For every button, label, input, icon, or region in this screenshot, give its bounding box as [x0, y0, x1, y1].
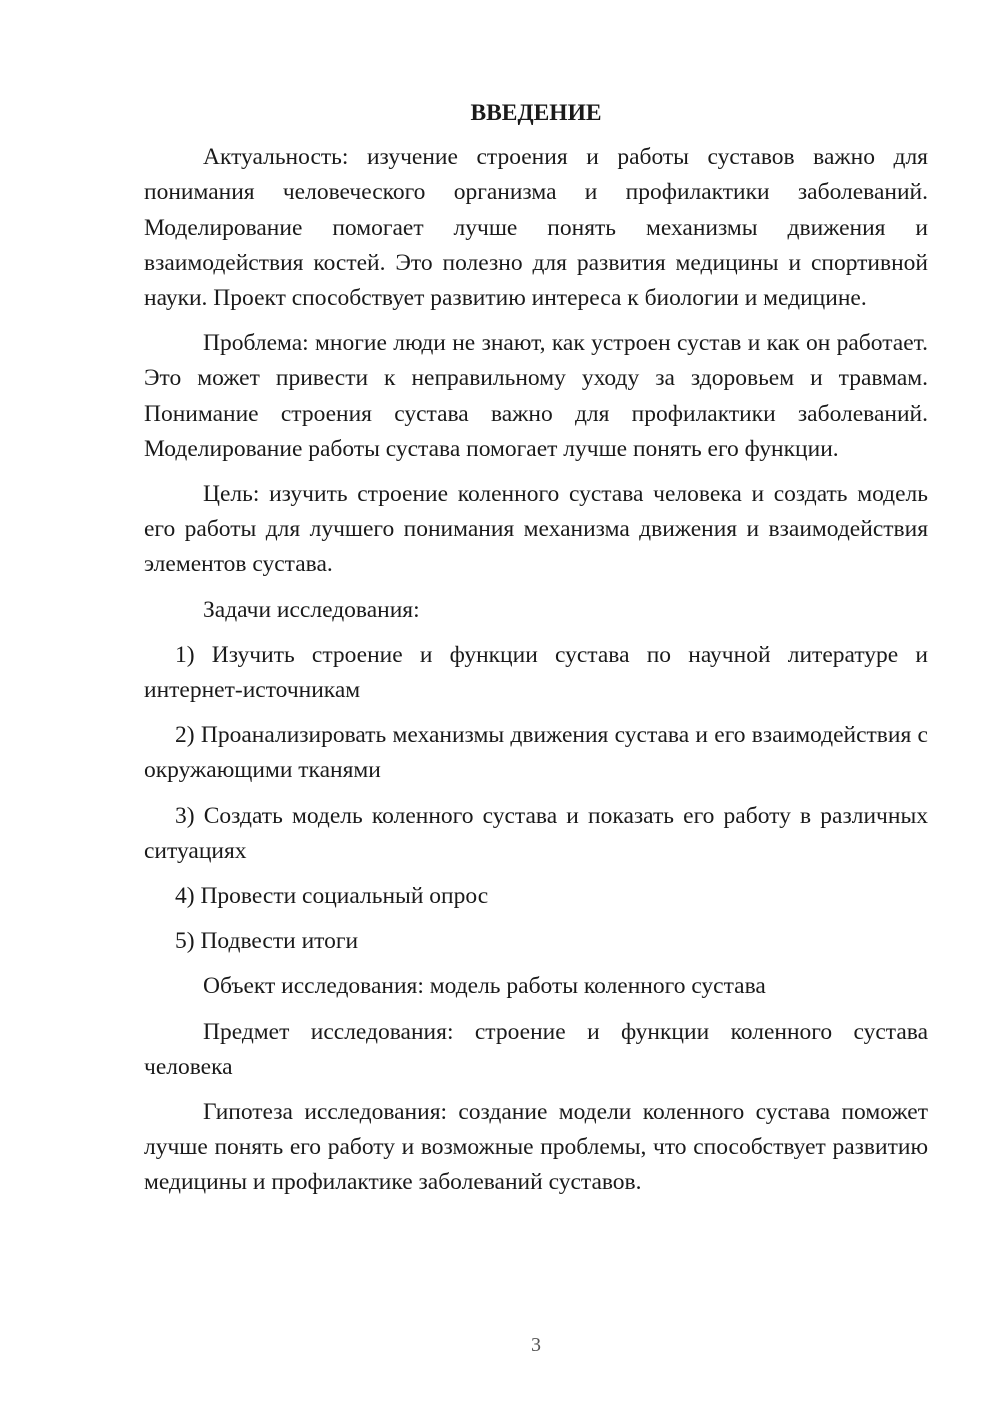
- paragraph-object: Объект исследования: модель работы коленного сустава: [203, 973, 766, 1000]
- paragraph-subject: Предмет исследования: строение и функции коленного сустава человека: [144, 1018, 928, 1080]
- page-content: [144, 96, 928, 1211]
- paragraph-hypothesis: Гипотеза исследования: создание модели коленного сустава поможет лучше понять его работу и возможные проблемы, что способствует развитию медицины и профилактике заболеваний суставов.: [144, 1099, 928, 1196]
- list-item: 5) Подвести итоги: [175, 928, 359, 955]
- paragraph-problem: Проблема: многие люди не знают, как устроен сустав и как он работает. Это может привести к неправильному уходу за здоровьем и травмам. Понимание строения сустава важно для профилактики заболеваний. Моделирование работы сустава помогает лучше понять его функции.: [144, 330, 928, 462]
- list-item: 2) Проанализировать механизмы движения сустава и его взаимодействия с окружающими тканями: [144, 722, 928, 784]
- tasks-heading: Задачи исследования:: [203, 596, 420, 623]
- list-item: 3) Создать модель коленного сустава и показать его работу в различных ситуациях: [144, 802, 928, 864]
- list-item: 4) Провести социальный опрос: [175, 883, 489, 910]
- paragraph-goal: Цель: изучить строение коленного сустава человека и создать модель его работы для лучшего понимания механизма движения и взаимодействия элементов сустава.: [144, 481, 928, 578]
- page-number: 3: [531, 1334, 541, 1356]
- page-title: ВВЕДЕНИЕ: [470, 100, 602, 126]
- list-item: 1) Изучить строение и функции сустава по научной литературе и интернет-источникам: [144, 641, 928, 704]
- paragraph-relevance: Актуальность: изучение строения и работы суставов важно для понимания человеческого организма и профилактики заболеваний. Моделирование помогает лучше понять механизмы движения и взаимодействия костей. Это полезно для развития медицины и спортивной науки. Проект способствует развитию интереса к биологии и медицине.: [144, 144, 928, 312]
- tasks-list: [144, 638, 928, 960]
